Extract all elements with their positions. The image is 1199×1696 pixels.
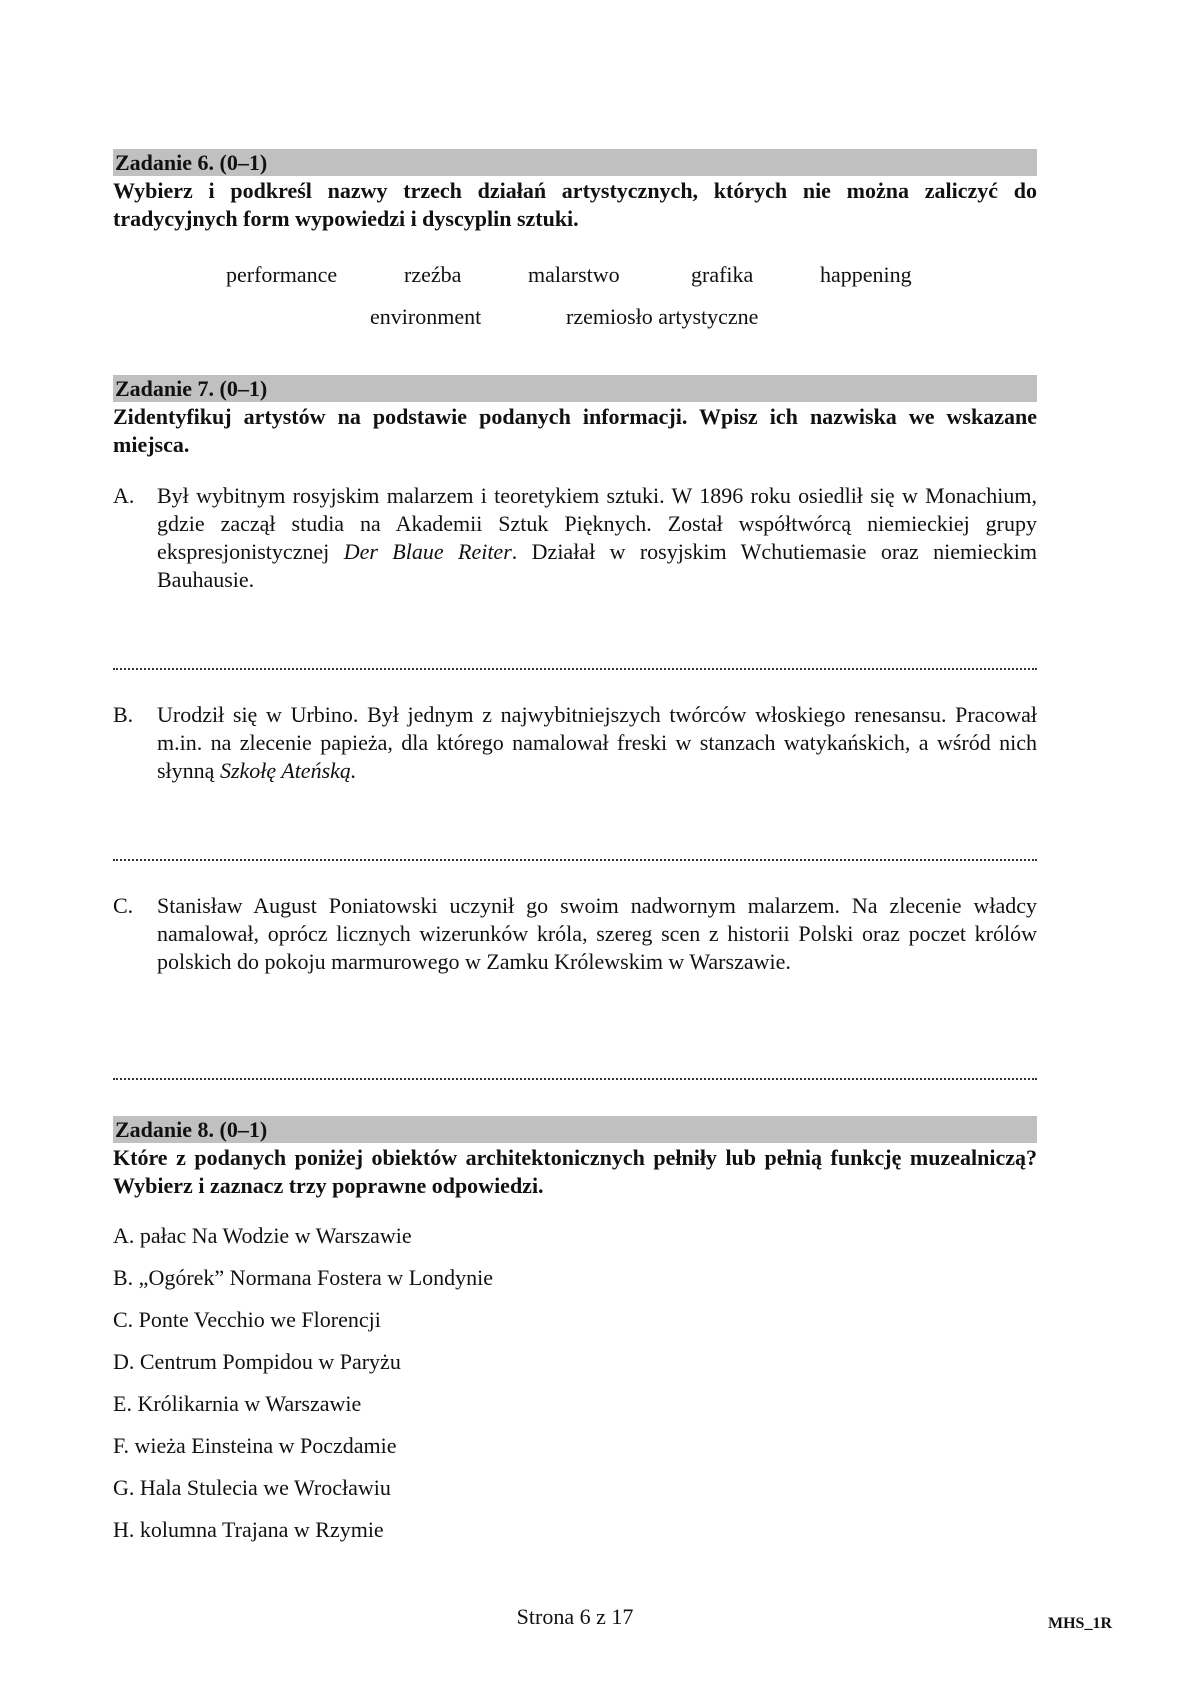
answer-option-f[interactable]: F. wieża Einsteina w Poczdamie bbox=[113, 1433, 397, 1458]
word-option-environment[interactable]: environment bbox=[370, 304, 482, 329]
item-letter: A. bbox=[113, 483, 135, 508]
answer-line-b[interactable] bbox=[113, 857, 1037, 861]
task-7-item-b bbox=[113, 701, 1037, 785]
task-7-item-c bbox=[113, 892, 1037, 976]
task-7-header: Zadanie 7. (0–1) bbox=[113, 375, 1037, 402]
word-option-happening[interactable]: happening bbox=[820, 262, 912, 287]
word-option-malarstwo[interactable]: malarstwo bbox=[528, 262, 620, 287]
answer-option-h[interactable]: H. kolumna Trajana w Rzymie bbox=[113, 1517, 384, 1542]
word-option-rzezba[interactable]: rzeźba bbox=[404, 262, 462, 287]
item-text: Stanisław August Poniatowski uczynił go swoim nadwornym malarzem. Na zlecenie władcy namalował, oprócz licznych wizerunków króla, szereg scen z historii Polski oraz poczet królów polskich do pokoju marmurowego w Zamku Królewskim w Warszawie. bbox=[157, 893, 1037, 974]
answer-option-d[interactable]: D. Centrum Pompidou w Paryżu bbox=[113, 1349, 401, 1374]
answer-option-e[interactable]: E. Królikarnia w Warszawie bbox=[113, 1391, 362, 1416]
answer-option-c[interactable]: C. Ponte Vecchio we Florencji bbox=[113, 1307, 381, 1332]
word-option-grafika[interactable]: grafika bbox=[691, 262, 754, 287]
task-8-header: Zadanie 8. (0–1) bbox=[113, 1116, 1037, 1143]
task-7-item-a bbox=[113, 482, 1037, 594]
word-option-performance[interactable]: performance bbox=[226, 262, 338, 287]
item-letter: C. bbox=[113, 893, 134, 918]
answer-option-a[interactable]: A. pałac Na Wodzie w Warszawie bbox=[113, 1223, 412, 1248]
task-6-header: Zadanie 6. (0–1) bbox=[113, 149, 1037, 176]
exam-code: MHS_1R bbox=[1048, 1615, 1112, 1632]
item-letter: B. bbox=[113, 702, 134, 727]
task-8-instruction: Które z podanych poniżej obiektów architektonicznych pełniły lub pełnią funkcję muzealniczą? Wybierz i zaznacz trzy poprawne odpowiedzi. bbox=[113, 1145, 1037, 1198]
word-option-rzemioslo[interactable]: rzemiosło artystyczne bbox=[566, 304, 759, 329]
answer-option-g[interactable]: G. Hala Stulecia we Wrocławiu bbox=[113, 1475, 391, 1500]
task-6-instruction: Wybierz i podkreśl nazwy trzech działań artystycznych, których nie można zaliczyć do tradycyjnych form wypowiedzi i dyscyplin sztuki. bbox=[113, 178, 1037, 231]
answer-line-c[interactable] bbox=[113, 1076, 1037, 1080]
task-7-instruction: Zidentyfikuj artystów na podstawie podanych informacji. Wpisz ich nazwiska we wskazane miejsca. bbox=[113, 404, 1037, 457]
item-text: Urodził się w Urbino. Był jednym z najwybitniejszych twórców włoskiego renesansu. Pracował m.in. na zlecenie papieża, dla którego namalował freski w stanzach watykańskich, a wśród nich słynną Szkołę Ateńską. bbox=[157, 702, 1037, 783]
answer-line-a[interactable] bbox=[113, 666, 1037, 670]
page-number: Strona 6 z 17 bbox=[516, 1604, 634, 1629]
item-text: Był wybitnym rosyjskim malarzem i teoretykiem sztuki. W 1896 roku osiedlił się w Monachium, gdzie zaczął studia na Akademii Sztuk Pięknych. Został współtwórcą niemieckiej grupy ekspresjonistycznej Der Blaue Reiter. Działał w rosyjskim Wchutiemasie oraz niemieckim Bauhausie. bbox=[157, 483, 1037, 592]
answer-option-b[interactable]: B. „Ogórek” Normana Fostera w Londynie bbox=[113, 1265, 494, 1290]
